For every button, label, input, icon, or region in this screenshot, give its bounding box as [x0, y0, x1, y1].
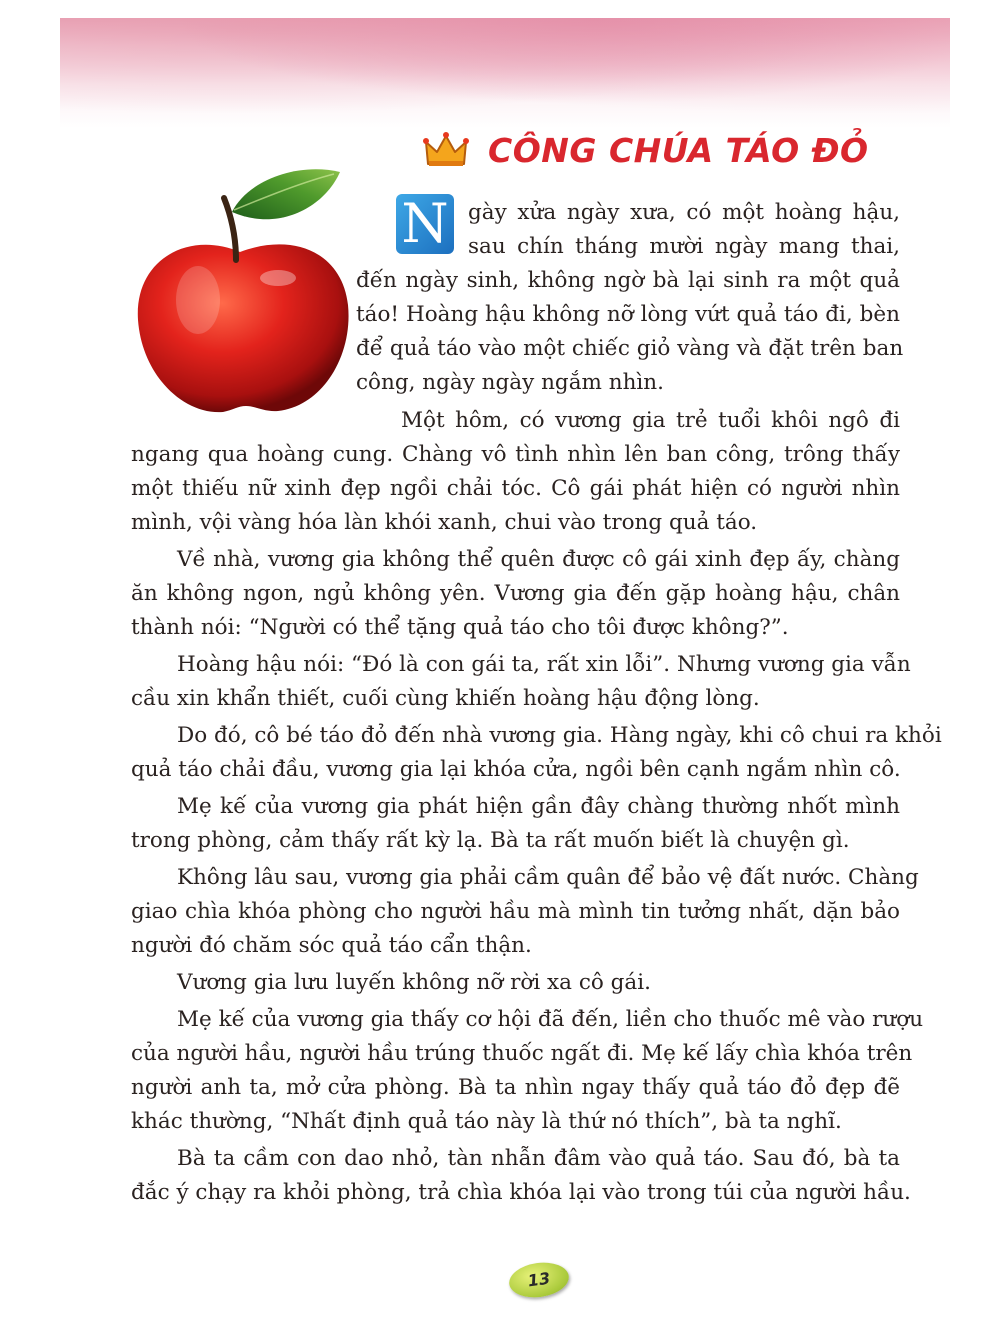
- title-row: [422, 125, 869, 175]
- paragraph: [131, 1142, 911, 1210]
- text-line: táo! Hoàng hậu không nỡ lòng vứt quả táo đi, bèn: [356, 302, 900, 327]
- text-line: Về nhà, vương gia không thể quên được cô gái xinh đẹp ấy, chàng: [177, 547, 900, 572]
- text-line: ngang qua hoàng cung. Chàng vô tình nhìn lên ban công, trông thấy: [131, 442, 900, 467]
- crown-icon: [422, 130, 470, 170]
- text-line: giao chìa khóa phòng cho người hầu mà mình tin tưởng nhất, dặn bảo: [131, 899, 900, 924]
- text-line: trong phòng, cảm thấy rất kỳ lạ. Bà ta rất muốn biết là chuyện gì.: [131, 828, 850, 853]
- text-line: người anh ta, mở cửa phòng. Bà ta nhìn ngay thấy quả táo đỏ đẹp đẽ: [131, 1075, 900, 1100]
- text-line: ăn không ngon, ngủ không yên. Vương gia đến gặp hoàng hậu, chân: [131, 581, 900, 606]
- text-line: mình, vội vàng hóa làn khói xanh, chui vào trong quả táo.: [131, 510, 758, 535]
- intro-paragraph: [356, 196, 904, 400]
- text-line: Một hôm, có vương gia trẻ tuổi khôi ngô đi: [401, 408, 900, 433]
- paragraph: [131, 966, 900, 1000]
- text-line: Không lâu sau, vương gia phải cầm quân để bảo vệ đất nước. Chàng: [177, 865, 919, 890]
- text-line: Do đó, cô bé táo đỏ đến nhà vương gia. Hàng ngày, khi cô chui ra khỏi: [177, 723, 942, 748]
- text-line: để quả táo vào một chiếc giỏ vàng và đặt trên ban: [356, 336, 904, 361]
- text-line: công, ngày ngày ngắm nhìn.: [356, 370, 664, 395]
- paragraph: [131, 790, 900, 858]
- text-line: Mẹ kế của vương gia thấy cơ hội đã đến, liền cho thuốc mê vào rượu: [177, 1007, 924, 1032]
- text-line: khác thường, “Nhất định quả táo này là thứ nó thích”, bà ta nghĩ.: [131, 1109, 842, 1134]
- text-line: Mẹ kế của vương gia phát hiện gần đây chàng thường nhốt mình: [177, 794, 900, 819]
- text-line: thành nói: “Người có thể tặng quả táo cho tôi được không?”.: [131, 615, 789, 640]
- paragraph: [131, 1003, 924, 1139]
- red-apple-icon: [128, 160, 358, 420]
- text-line: quả táo chải đầu, vương gia lại khóa cửa, ngồi bên cạnh ngắm nhìn cô.: [131, 757, 901, 782]
- text-line: của người hầu, người hầu trúng thuốc ngất đi. Mẹ kế lấy chìa khóa trên: [131, 1041, 913, 1066]
- page-number-badge: 13: [507, 1259, 571, 1301]
- decorative-header-band: [60, 18, 950, 128]
- text-line: người đó chăm sóc quả táo cẩn thận.: [131, 933, 532, 958]
- text-line: Hoàng hậu nói: “Đó là con gái ta, rất xin lỗi”. Nhưng vương gia vẫn: [177, 652, 911, 677]
- text-line: Bà ta cầm con dao nhỏ, tàn nhẫn đâm vào quả táo. Sau đó, bà ta: [177, 1146, 900, 1171]
- paragraph: [131, 719, 942, 787]
- story-body: [131, 404, 942, 1210]
- text-line: sau chín tháng mười ngày mang thai,: [468, 234, 900, 259]
- page-title: CÔNG CHÚA TÁO ĐỎ: [488, 130, 869, 170]
- paragraph: [131, 404, 900, 540]
- paragraph: [131, 648, 911, 716]
- text-line: cầu xin khẩn thiết, cuối cùng khiến hoàng hậu động lòng.: [131, 686, 760, 711]
- text-line: gày xửa ngày xưa, có một hoàng hậu,: [468, 200, 900, 225]
- text-line: đắc ý chạy ra khỏi phòng, trả chìa khóa lại vào trong túi của người hầu.: [131, 1180, 911, 1205]
- paragraph: [131, 543, 900, 645]
- text-line: đến ngày sinh, không ngờ bà lại sinh ra một quả: [356, 268, 900, 293]
- drop-cap: N: [396, 194, 454, 254]
- text-line: Vương gia lưu luyến không nỡ rời xa cô gái.: [177, 970, 651, 995]
- text-line: một thiếu nữ xinh đẹp ngồi chải tóc. Cô gái phát hiện có người nhìn: [131, 476, 900, 501]
- paragraph: [131, 861, 919, 963]
